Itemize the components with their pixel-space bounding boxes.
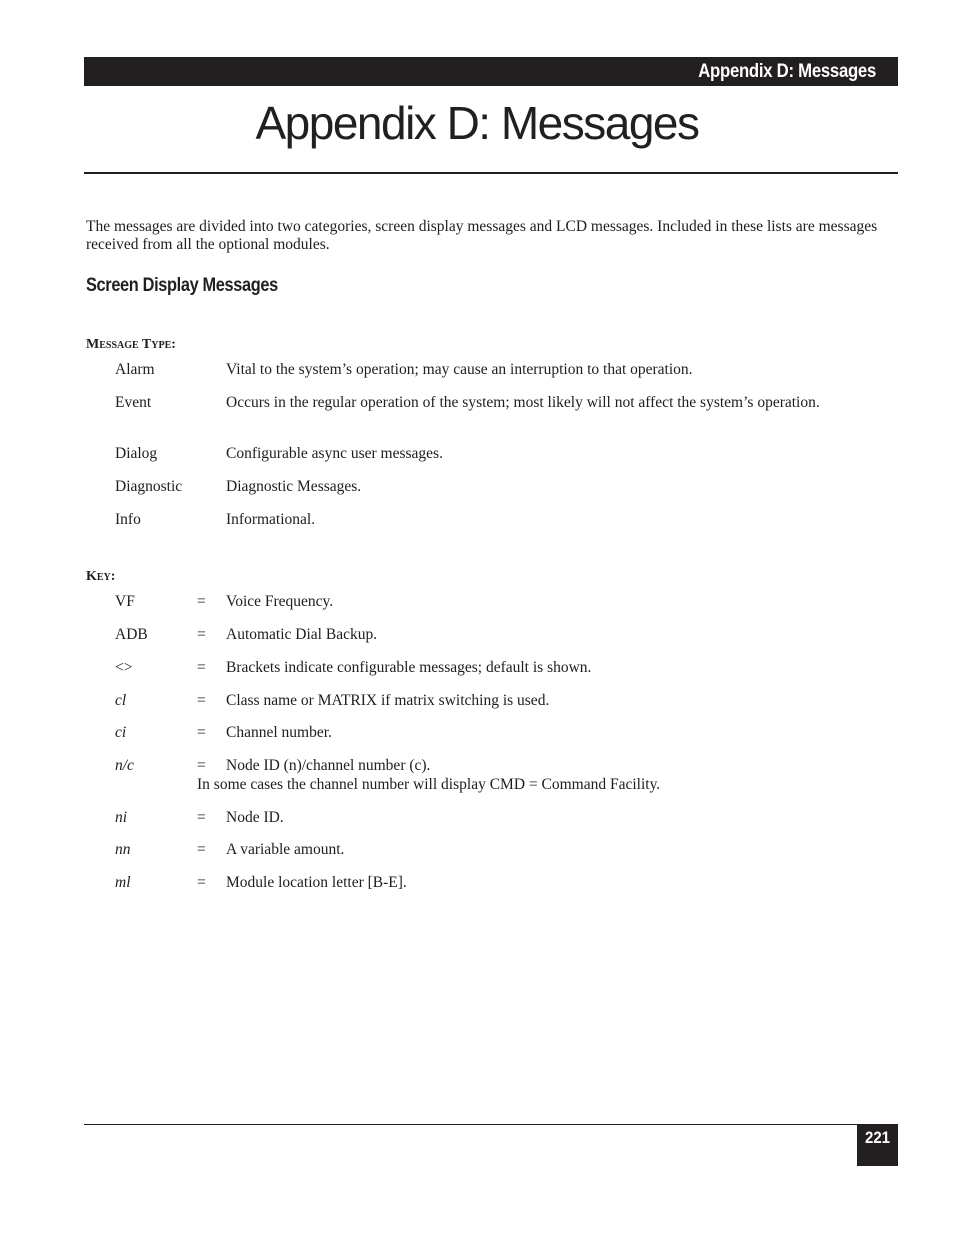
key-definition: Channel number.: [226, 724, 332, 741]
key-definition: Automatic Dial Backup.: [226, 626, 378, 643]
key-separator: =: [197, 809, 206, 826]
message-type-term: Info: [115, 511, 141, 528]
running-header-bar: [84, 57, 898, 86]
key-term: ml: [115, 874, 131, 891]
message-type-definition: Occurs in the regular operation of the system; most likely will not affect the system’s operation.: [226, 394, 820, 411]
page-number-box: [857, 1125, 898, 1166]
key-term: cl: [115, 692, 127, 709]
page-title: Appendix D: Messages: [255, 97, 699, 149]
key-term: n/c: [115, 757, 134, 774]
message-type-definition: Informational.: [226, 511, 316, 528]
key-separator: =: [197, 626, 206, 643]
key-term: ci: [115, 724, 127, 741]
key-separator: =: [197, 692, 206, 709]
title-divider: [84, 172, 898, 174]
message-type-definition: Configurable async user messages.: [226, 445, 443, 462]
key-definition: Module location letter [B-E].: [226, 874, 407, 891]
key-separator: =: [197, 659, 206, 676]
key-term: ni: [115, 809, 128, 826]
message-type-term: Alarm: [115, 361, 155, 378]
key-definition-continuation: In some cases the channel number will display CMD = Command Facility.: [197, 776, 661, 793]
key-definition: Node ID.: [226, 809, 284, 826]
key-separator: =: [197, 841, 206, 858]
key-separator: =: [197, 874, 206, 891]
key-definition: Node ID (n)/channel number (c).: [226, 757, 431, 774]
key-separator: =: [197, 724, 206, 741]
key-definition: Voice Frequency.: [226, 593, 334, 610]
key-definition: Class name or MATRIX if matrix switching is used.: [226, 692, 550, 709]
intro-paragraph: The messages are divided into two categories, screen display messages and LCD messages. Included in these lists are messages received from all the optional modules.: [86, 218, 878, 253]
key-separator: =: [197, 757, 206, 774]
key-term: VF: [115, 593, 135, 610]
running-header-title: Appendix D: Messages: [698, 61, 876, 82]
message-type-term: Diagnostic: [115, 478, 183, 495]
key-label: Key:: [86, 569, 116, 584]
key-definition: Brackets indicate configurable messages; default is shown.: [226, 659, 592, 676]
key-term: nn: [115, 841, 131, 858]
message-type-definition: Vital to the system’s operation; may cause an interruption to that operation.: [226, 361, 693, 378]
key-term: ADB: [115, 626, 148, 643]
message-type-term: Dialog: [115, 445, 158, 462]
message-type-term: Event: [115, 394, 152, 411]
key-separator: =: [197, 593, 206, 610]
footer-divider: [84, 1124, 898, 1125]
section-heading: Screen Display Messages: [86, 275, 278, 296]
message-type-definition: Diagnostic Messages.: [226, 478, 362, 495]
message-type-label: Message Type:: [86, 337, 176, 352]
page-number: 221: [865, 1128, 890, 1147]
key-term: <>: [115, 659, 133, 676]
key-definition: A variable amount.: [226, 841, 345, 858]
